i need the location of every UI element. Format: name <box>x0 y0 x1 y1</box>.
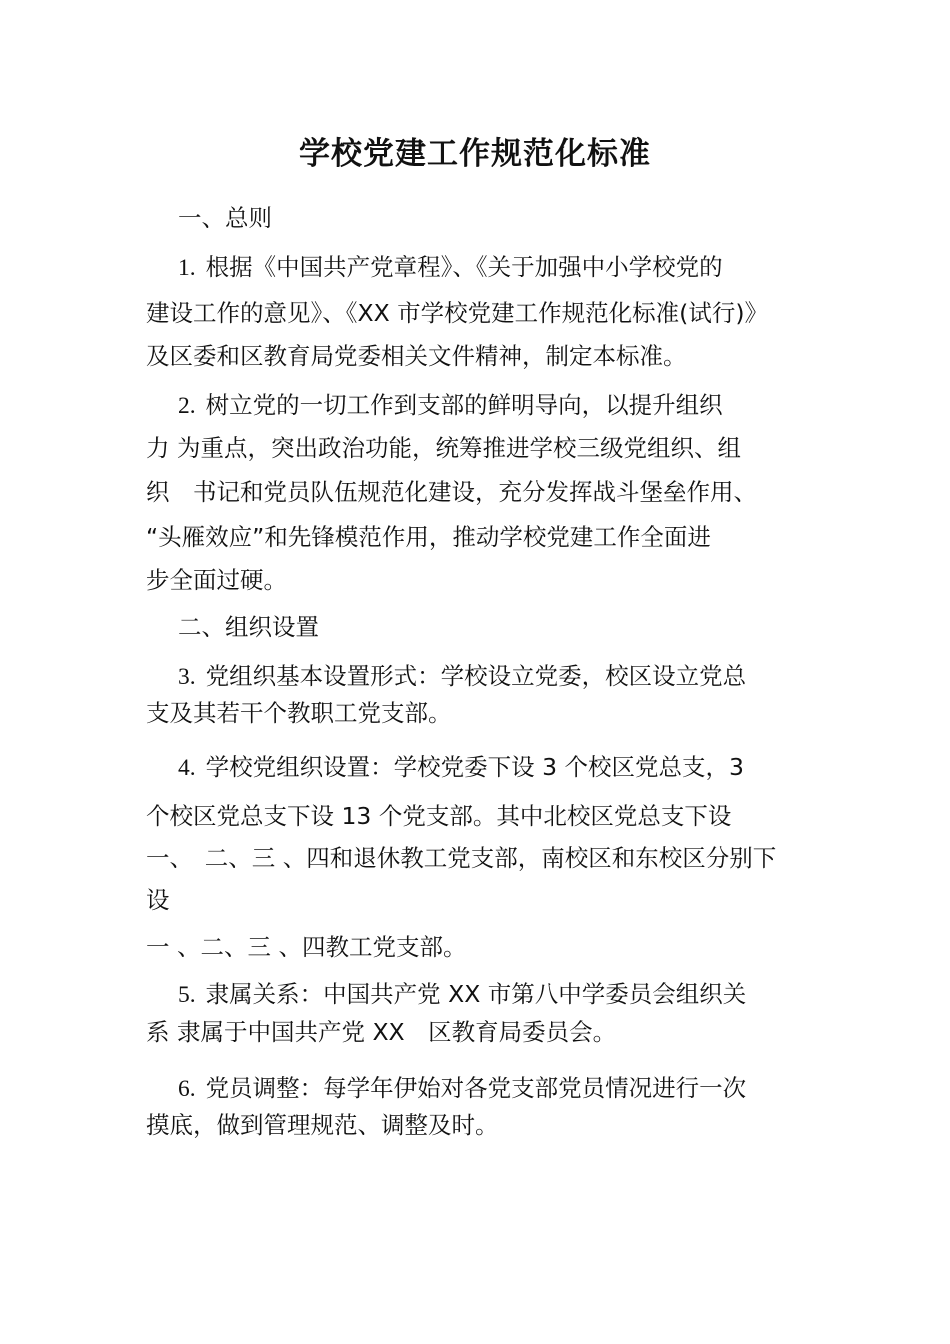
paragraph-6-line-2: 摸底，做到管理规范、调整及时。 <box>146 1111 499 1139</box>
paragraph-2-line-2: 力 为重点，突出政治功能，统筹推进学校三级党组织、组 <box>146 434 741 462</box>
paragraph-4-line-3: 一、 二、三 、四和退休教工党支部，南校区和东校区分别下 <box>146 844 777 872</box>
paragraph-4-line-4: 设 <box>146 886 170 914</box>
paragraph-6-line-1: 6. 党员调整：每学年伊始对各党支部党员情况进行一次 <box>178 1074 747 1102</box>
paragraph-2-line-5: 步全面过硬。 <box>146 566 287 594</box>
paragraph-4-line-5: 一 、二、三 、四教工党支部。 <box>146 933 467 961</box>
paragraph-4-line-2: 个校区党总支下设 13 个党支部。其中北校区党总支下设 <box>146 802 732 830</box>
item-number: 6. <box>178 1076 196 1102</box>
paragraph-2-line-4: “头雁效应”和先锋模范作用，推动学校党建工作全面进 <box>146 523 711 551</box>
paragraph-3-line-1: 3. 党组织基本设置形式：学校设立党委，校区设立党总 <box>178 662 747 690</box>
paragraph-3-line-2: 支及其若干个教职工党支部。 <box>146 699 452 727</box>
section-heading-organization: 二、组织设置 <box>178 613 319 641</box>
item-number: 5. <box>178 982 196 1008</box>
page-title: 学校党建工作规范化标准 <box>299 136 651 172</box>
item-number: 2. <box>178 393 196 419</box>
item-number: 3. <box>178 664 196 690</box>
paragraph-5-line-2: 系 隶属于中国共产党 XX 区教育局委员会。 <box>146 1018 617 1046</box>
item-number: 4. <box>178 755 196 781</box>
paragraph-1-line-1: 1. 根据《中国共产党章程》、《关于加强中小学校党的 <box>178 253 723 281</box>
section-heading-general: 一、总则 <box>178 204 272 232</box>
paragraph-4-line-1: 4. 学校党组织设置：学校党委下设 3 个校区党总支，3 <box>178 753 744 781</box>
paragraph-1-line-3: 及区委和区教育局党委相关文件精神，制定本标准。 <box>146 342 687 370</box>
paragraph-2-line-3: 织 书记和党员队伍规范化建设，充分发挥战斗堡垒作用、 <box>146 478 757 506</box>
paragraph-2-line-1: 2. 树立党的一切工作到支部的鲜明导向，以提升组织 <box>178 391 723 419</box>
item-number: 1. <box>178 255 196 281</box>
paragraph-5-line-1: 5. 隶属关系：中国共产党 XX 市第八中学委员会组织关 <box>178 980 747 1008</box>
paragraph-1-line-2: 建设工作的意见》、《XX 市学校党建工作规范化标准(试行)》 <box>146 299 769 327</box>
